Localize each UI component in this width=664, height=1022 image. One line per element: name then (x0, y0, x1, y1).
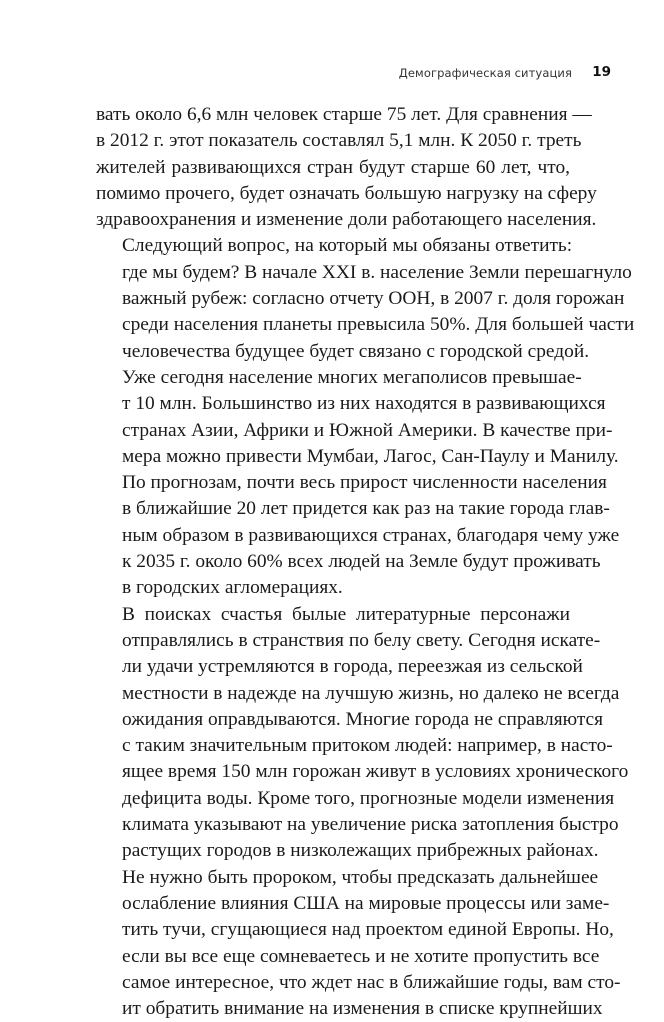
text-line: В поисках счастья былые литературные персонажи (122, 603, 570, 625)
text-line: ли удачи устремляются в города, переезжая из сельской (122, 656, 583, 678)
text-line: дефицита воды. Кроме того, прогнозные модели изменения (122, 787, 615, 809)
paragraph-4 (96, 602, 629, 865)
text-line: мера можно привести Мумбаи, Лагос, Сан-Паулу и Манилу. (122, 445, 619, 467)
text-line: ожидания оправдываются. Многие города не справляются (122, 708, 604, 730)
text-line: местности в надежде на лучшую жизнь, но далеко не всегда (122, 682, 620, 704)
text-line: к 2035 г. около 60% всех людей на Земле будут проживать (122, 551, 601, 573)
text-line: где мы будем? В начале XXI в. население Земли перешагнуло (122, 261, 632, 283)
text-line: среди населения планеты превысила 50%. Для большей части (122, 314, 635, 336)
text-line: если вы все еще сомневаетесь и не хотите пропустить все (122, 945, 600, 967)
text-line: в 2012 г. этот показатель составлял 5,1 млн. К 2050 г. треть (96, 130, 582, 152)
text-line: человечества будущее будет связано с городской средой. (122, 340, 590, 362)
text-line: важный рубеж: согласно отчету ООН, в 2007 г. доля горожан (122, 288, 625, 310)
text-line: в городских агломерациях. (122, 577, 343, 599)
text-line: климата указывают на увеличение риска затопления быстро (122, 814, 619, 836)
text-line: растущих городов в низколежащих прибрежных районах. (122, 840, 599, 862)
paragraph-3 (96, 365, 620, 602)
text-line: тить тучи, сгущающиеся над проектом единой Европы. Но, (122, 919, 614, 941)
text-line: Не нужно быть пророком, чтобы предсказать дальнейшее (122, 866, 599, 888)
text-line: ит обратить внимание на изменения в списке крупнейших (122, 998, 603, 1020)
paragraph-1 (96, 102, 597, 233)
text-line: в ближайшие 20 лет придется как раз на такие города глав- (122, 498, 610, 520)
text-line: помимо прочего, будет означать большую нагрузку на сферу (96, 182, 597, 204)
text-line: ящее время 150 млн горожан живут в условиях хронического (122, 761, 629, 783)
text-line: По прогнозам, почти весь прирост численности населения (122, 472, 607, 494)
paragraph-5 (96, 865, 621, 1022)
text-line: с таким значительным притоком людей: например, в насто- (122, 735, 613, 757)
text-line: здравоохранения и изменение доли работающего населения. (96, 209, 597, 231)
text-line: ослабление влияния США на мировые процессы или заме- (122, 892, 610, 914)
running-title: Демографическая ситуация (398, 66, 572, 80)
paragraph-2 (96, 233, 635, 364)
text-line: жителей развивающихся стран будут старше 60 лет, что, (96, 156, 570, 178)
text-line: вать около 6,6 млн человек старше 75 лет. Для сравнения — (96, 104, 592, 125)
text-line: странах Азии, Африки и Южной Америки. В качестве при- (122, 419, 613, 441)
text-line: самое интересное, что ждет нас в ближайшие годы, вам сто- (122, 971, 621, 993)
text-line: ным образом в развивающихся странах, благодаря чему уже (122, 524, 620, 546)
text-line: Следующий вопрос, на который мы обязаны ответить: (122, 235, 573, 257)
text-line: Уже сегодня население многих мегаполисов превышае- (122, 366, 582, 388)
body-text (96, 102, 635, 1022)
text-line: отправлялись в странствия по белу свету. Сегодня искате- (122, 629, 601, 651)
page-number: 19 (592, 64, 611, 80)
text-line: т 10 млн. Большинство из них находятся в развивающихся (122, 393, 606, 415)
